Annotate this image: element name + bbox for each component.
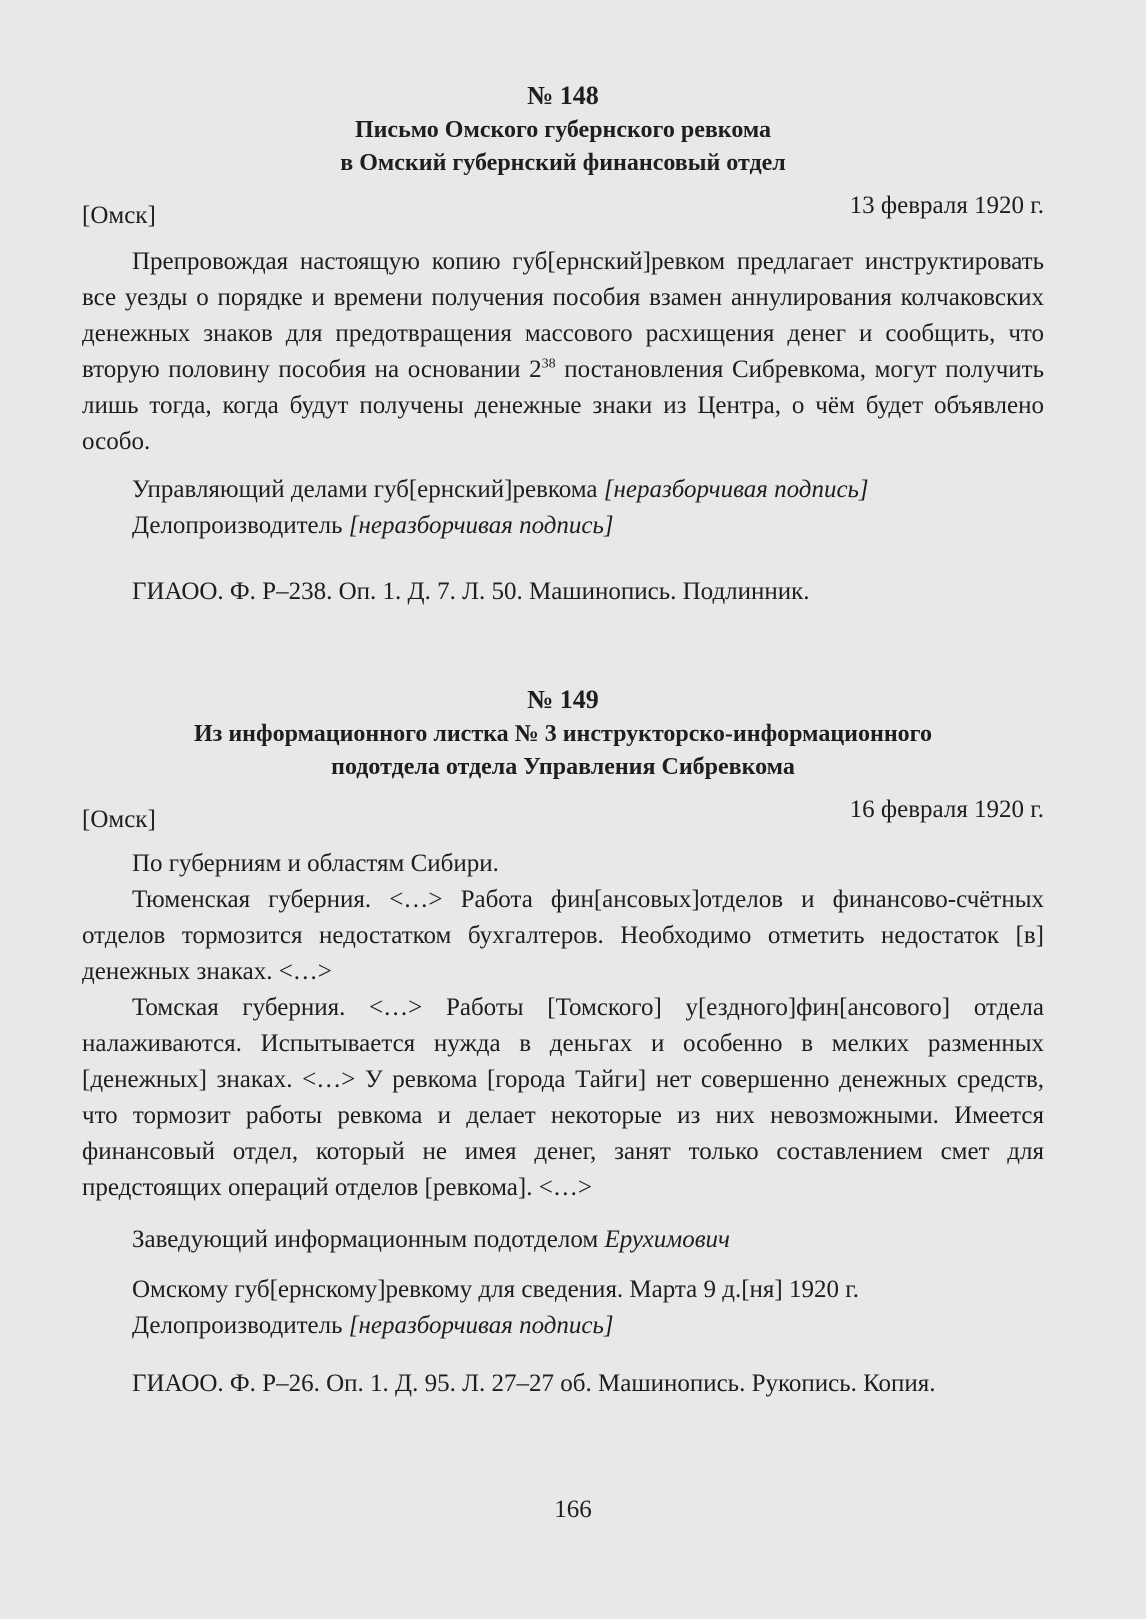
doc-meta: [82, 798, 1044, 838]
doc-place: [Омск]: [82, 806, 156, 833]
signature-head: Заведующий информационным подотделом Ерухимович: [132, 1226, 730, 1253]
doc-date: 13 февраля 1920 г.: [849, 192, 1044, 219]
doc-intro: По губерниям и областям Сибири.: [132, 850, 499, 877]
signature-clerk: Делопроизводитель [неразборчивая подпись]: [132, 512, 614, 539]
page-number: 166: [554, 1496, 592, 1523]
signature-clerk: Делопроизводитель [неразборчивая подпись]: [132, 1312, 614, 1339]
doc-number: № 148: [527, 81, 599, 110]
footnote-ref: 38: [541, 356, 556, 372]
doc-title-line2: подотдела отдела Управления Сибревкома: [331, 754, 795, 780]
doc-para-tomsk: Томская губерния. <…> Работы [Томского] у[ездного]фин[ансового] отдела налаживаются. Испытывается нужда в деньгах и особенно в мелких разменных [денежных] знаках. <…> У ревкома [города Тайги] нет совершенно денежных средств, что тормозит работы ревкома и делает некоторые из них невозможными. Имеется финансовый отдел, который не имея денег, занят только составлением смет для предстоящих операций отделов [ревкома]. <…>: [82, 994, 1044, 1201]
document-148: [82, 80, 1044, 610]
doc-para-tyumen: Тюменская губерния. <…> Работа фин[ансовых]отделов и финансово-счётных отделов тормозится недостатком бухгалтеров. Необходимо отметить недостаток [в] денежных знаках. <…>: [82, 886, 1044, 985]
doc-date: 16 февраля 1920 г.: [849, 796, 1044, 823]
doc-meta: [82, 194, 1044, 234]
doc-number: № 149: [527, 685, 599, 714]
doc-title-line1: Из информационного листка № 3 инструкторско-информационного: [194, 721, 932, 747]
signature-manager: Управляющий делами губ[ернский]ревкома [неразборчивая подпись]: [132, 476, 869, 503]
archive-source: ГИАОО. Ф. Р–26. Оп. 1. Д. 95. Л. 27–27 об. Машинопись. Рукопись. Копия.: [132, 1370, 936, 1397]
doc-title-line1: Письмо Омского губернского ревкома: [354, 117, 772, 143]
archive-source: ГИАОО. Ф. Р–238. Оп. 1. Д. 7. Л. 50. Машинопись. Подлинник.: [132, 578, 810, 605]
doc-place: [Омск]: [82, 202, 156, 229]
doc-body: Препровождая настоящую копию губ[ернский]ревком предлагает инструктировать все уезды о порядке и времени получения пособия взамен аннулирования колчаковских денежных знаков для предотвращения массового расхищения денег и сообщить, что вторую половину пособия на основании $2^{38}$ постановления Сибревкома, могут получить лишь тогда, когда будут получены денежные знаки из Центра, о чём будет объявлено особо.: [82, 248, 1045, 455]
doc-title-line2: в Омский губернский финансовый отдел: [340, 150, 786, 176]
forwarding-note: Омскому губ[ернскому]ревкому для сведения. Марта 9 д.[ня] 1920 г.: [132, 1276, 859, 1303]
document-149: [82, 684, 1044, 1402]
